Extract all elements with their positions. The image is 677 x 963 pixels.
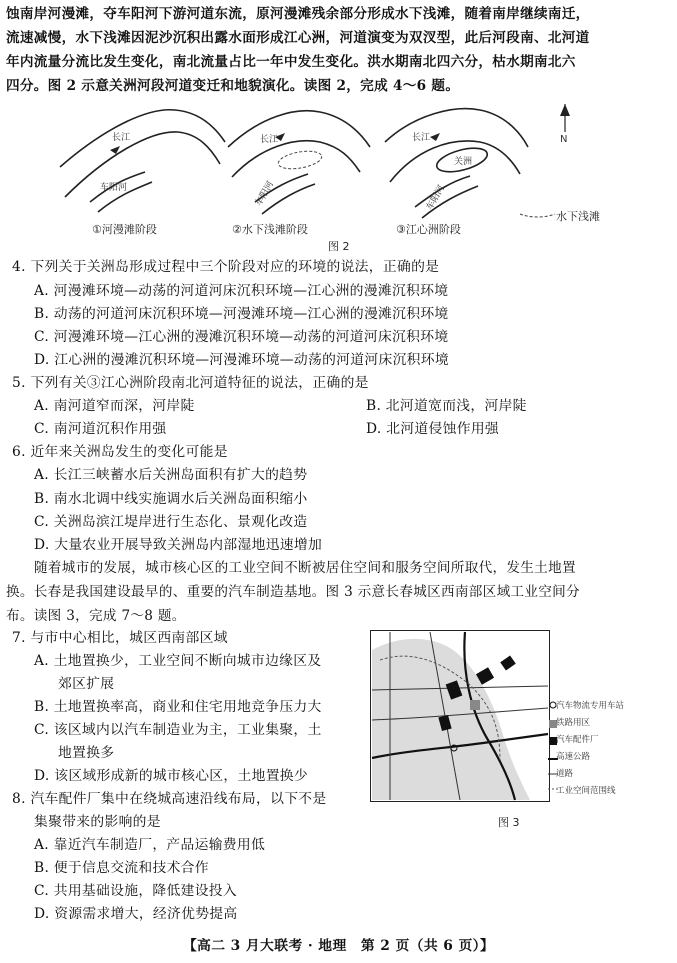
q7-option-a-line2: 郊区扩展: [58, 676, 115, 692]
q7-option-d: D. 该区域形成新的城市核心区，土地置换少: [34, 768, 308, 784]
figure-3-map: [370, 630, 550, 802]
tributary-label-3: 车阳河: [424, 183, 448, 213]
q6-option-a: A. 长江三峡蓄水后关洲岛面积有扩大的趋势: [34, 467, 308, 483]
intro-line-2: 流速减慢，水下浅滩因泥沙沉积出露水面形成江心洲，河道演变为双汊型，此后河段南、北河道: [6, 30, 590, 46]
q5-option-c: C. 南河道沉积作用强: [34, 421, 167, 437]
intro2-line-2: 换。长春是我国建设最早的、重要的汽车制造基地。图 3 示意长春城区西南部区域工业空间分: [6, 584, 580, 600]
q7-option-a-line1: A. 土地置换少，工业空间不断向城市边缘区及: [34, 653, 322, 669]
legend-shoal-label: 水下浅滩: [556, 210, 600, 223]
q6-option-b: B. 南水北调中线实施调水后关洲岛面积缩小: [34, 491, 308, 507]
river-label-1: 长江: [112, 133, 131, 143]
q8-option-d: D. 资源需求增大，经济优势提高: [34, 906, 238, 922]
panel1-north-bank: [60, 110, 225, 167]
legend-expressway: 高速公路: [556, 752, 591, 762]
figure-3-caption: 图 3: [498, 816, 520, 829]
legend-shoal-symbol: [520, 214, 555, 217]
tributary-label-1: 车阳河: [100, 183, 128, 193]
q8-option-c: C. 共用基础设施，降低建设投入: [34, 883, 237, 899]
q7-option-c-line1: C. 该区域内以汽车制造业为主，工业集聚，土: [34, 722, 322, 738]
intro2-line-3: 布。读图 3，完成 7～8 题。: [6, 608, 186, 624]
q6-option-d: D. 大量农业开展导致关洲岛内部湿地迅速增加: [34, 537, 323, 553]
panel-3-label: ③江心洲阶段: [396, 223, 461, 236]
intro-line-4: 四分。图 2 示意关洲河段河道变迁和地貌演化。读图 2，完成 4～6 题。: [6, 78, 460, 94]
q5-option-a: A. 南河道窄而深，河岸陡: [34, 398, 195, 414]
legend-road: 道路: [556, 769, 574, 779]
panel2-shoal: [277, 148, 323, 171]
panel-2-label: ②水下浅滩阶段: [232, 223, 308, 236]
intro-line-3: 年内流量分流比发生变化，南北流量占比一年中发生变化。洪水期南北四六分，枯水期南北六: [6, 54, 576, 70]
q4-option-d: D. 江心洲的漫滩沉积环境—河漫滩环境—动荡的河道河床沉积环境: [34, 352, 449, 368]
panel1-south-bank: [65, 132, 220, 197]
page-footer: 【高二 3 月大联考 · 地理 第 2 页（共 6 页）】: [182, 938, 495, 954]
figure-2-caption: 图 2: [328, 240, 350, 253]
q5-stem: 5. 下列有关③江心洲阶段南北河道特征的说法，正确的是: [12, 375, 369, 391]
legend-parts-factory: 汽车配件厂: [556, 735, 599, 745]
q8-option-b: B. 便于信息交流和技术合作: [34, 860, 209, 876]
river-label-2: 长江: [260, 135, 279, 145]
q8-option-a: A. 靠近汽车制造厂，产品运输费用低: [34, 837, 266, 853]
q8-stem-line2: 集聚带来的影响的是: [34, 814, 161, 830]
north-arrow: [560, 104, 570, 132]
intro-line-1: 蚀南岸河漫滩，夺车阳河下游河道东流，原河漫滩残余部分形成水下浅滩，随着南岸继续南迁，: [6, 6, 590, 22]
rail-area-1: [470, 700, 480, 710]
q8-stem-line1: 8. 汽车配件厂集中在绕城高速沿线布局，以下不是: [12, 791, 327, 807]
north-label: N: [560, 134, 568, 145]
q4-stem: 4. 下列关于关洲岛形成过程中三个阶段对应的环境的说法，正确的是: [12, 259, 440, 275]
q7-option-c-line2: 地置换多: [58, 745, 115, 761]
panel-1-label: ①河漫滩阶段: [92, 223, 157, 236]
q5-option-b: B. 北河道宽而浅，河岸陡: [366, 398, 527, 414]
legend-logistics-station: 汽车物流专用车站: [556, 701, 625, 711]
intro2-line-1: 随着城市的发展，城市核心区的工业空间不断被居住空间和服务空间所取代，发生土地置: [34, 560, 576, 576]
q7-stem: 7. 与市中心相比，城区西南部区域: [12, 630, 228, 646]
q4-option-a: A. 河漫滩环境—动荡的河道河床沉积环境—江心洲的漫滩沉积环境: [34, 283, 449, 299]
panel2-south-bank: [232, 141, 360, 177]
q6-option-c: C. 关洲岛滨江堤岸进行生态化、景观化改造: [34, 514, 308, 530]
river-label-3: 长江: [412, 133, 431, 143]
q5-option-d: D. 北河道侵蚀作用强: [366, 421, 500, 437]
q4-option-c: C. 河漫滩环境—江心洲的漫滩沉积环境—动荡的河道河床沉积环境: [34, 329, 449, 345]
panel3-flow-arrow: [430, 133, 440, 141]
q7-option-b: B. 土地置换率高，商业和住宅用地竞争压力大: [34, 699, 322, 715]
legend-rail-area: 铁路用区: [556, 718, 591, 728]
legend-industrial-boundary: 工业空间范围线: [556, 786, 616, 796]
tributary-label-2: 车阳河: [253, 179, 277, 209]
q6-stem: 6. 近年来关洲岛发生的变化可能是: [12, 444, 228, 460]
q4-option-b: B. 动荡的河道河床沉积环境—河漫滩环境—江心洲的漫滩沉积环境: [34, 306, 449, 322]
island-label: 关洲: [454, 157, 473, 167]
